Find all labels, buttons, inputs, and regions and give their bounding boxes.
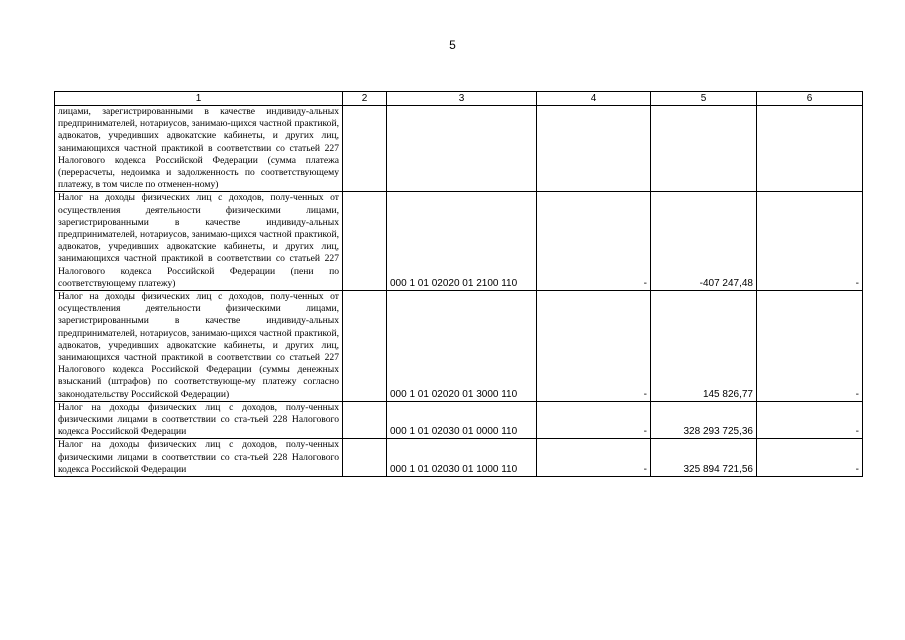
column-header-3: 3 xyxy=(387,92,537,106)
row-col4: - xyxy=(537,401,651,439)
table-row xyxy=(55,192,863,291)
row-budget-code: 000 1 01 02020 01 3000 110 xyxy=(387,291,537,402)
row-col2 xyxy=(343,291,387,402)
row-col2 xyxy=(343,401,387,439)
row-col5-amount: 145 826,77 xyxy=(651,291,757,402)
row-budget-code: 000 1 01 02030 01 1000 110 xyxy=(387,439,537,477)
column-header-4: 4 xyxy=(537,92,651,106)
row-col6 xyxy=(757,106,863,192)
table-header-row xyxy=(55,92,863,106)
row-col5-amount: 328 293 725,36 xyxy=(651,401,757,439)
table-row xyxy=(55,106,863,192)
table-row xyxy=(55,439,863,477)
row-col5-amount: 325 894 721,56 xyxy=(651,439,757,477)
row-col4: - xyxy=(537,291,651,402)
row-col5-amount: -407 247,48 xyxy=(651,192,757,291)
table-row xyxy=(55,291,863,402)
column-header-6: 6 xyxy=(757,92,863,106)
row-col2 xyxy=(343,192,387,291)
row-description: Налог на доходы физических лиц с доходов, полу-ченных физическими лицами в соответствии со ста-тьей 228 Налогового кодекса Российской Федерации xyxy=(55,439,343,477)
row-description: Налог на доходы физических лиц с доходов, полу-ченных от осуществления деятельности физическими лицами, зарегистрированными в качестве индивиду-альных предпринимателей, нотариусов, занимаю-щихся частной практикой, адвокатов, учредивших адвокатские кабинеты, и других лиц, занимающихся частной практикой в соответствии со статьей 227 Налогового кодекса Российской Федерации (пени по соответствующему платежу) xyxy=(55,192,343,291)
row-budget-code xyxy=(387,106,537,192)
column-header-5: 5 xyxy=(651,92,757,106)
row-description: лицами, зарегистрированными в качестве индивиду-альных предпринимателей, нотариусов, занимаю-щихся частной практикой, адвокатов, учредивших адвокатские кабинеты, и других лиц, занимающихся частной практикой в соответствии со статьей 227 Налогового кодекса Российской Федерации (сумма платежа (перерасчеты, недоимка и задолженность по соответствующему платежу, в том числе по отменен-ному) xyxy=(55,106,343,192)
column-header-2: 2 xyxy=(343,92,387,106)
row-budget-code: 000 1 01 02020 01 2100 110 xyxy=(387,192,537,291)
row-col5-amount xyxy=(651,106,757,192)
row-description: Налог на доходы физических лиц с доходов, полу-ченных от осуществления деятельности физическими лицами, зарегистрированными в качестве индивиду-альных предпринимателей, нотариусов, занимаю-щихся частной практикой, адвокатов, учредивших адвокатские кабинеты, и других лиц, занимающихся частной практикой в соответствии со статьей 227 Налогового кодекса Российской Федерации (суммы денежных взысканий (штрафов) по соответствующе-му платежу согласно законодательству Российской Федерации) xyxy=(55,291,343,402)
row-col6: - xyxy=(757,291,863,402)
row-col4: - xyxy=(537,192,651,291)
row-col2 xyxy=(343,439,387,477)
budget-table xyxy=(54,91,863,477)
row-col6: - xyxy=(757,192,863,291)
row-budget-code: 000 1 01 02030 01 0000 110 xyxy=(387,401,537,439)
table-row xyxy=(55,401,863,439)
row-col6: - xyxy=(757,439,863,477)
row-description: Налог на доходы физических лиц с доходов, полу-ченных физическими лицами в соответствии со ста-тьей 228 Налогового кодекса Российской Федерации xyxy=(55,401,343,439)
row-col4: - xyxy=(537,439,651,477)
column-header-1: 1 xyxy=(55,92,343,106)
row-col4 xyxy=(537,106,651,192)
row-col6: - xyxy=(757,401,863,439)
page-number: 5 xyxy=(449,38,456,52)
row-col2 xyxy=(343,106,387,192)
